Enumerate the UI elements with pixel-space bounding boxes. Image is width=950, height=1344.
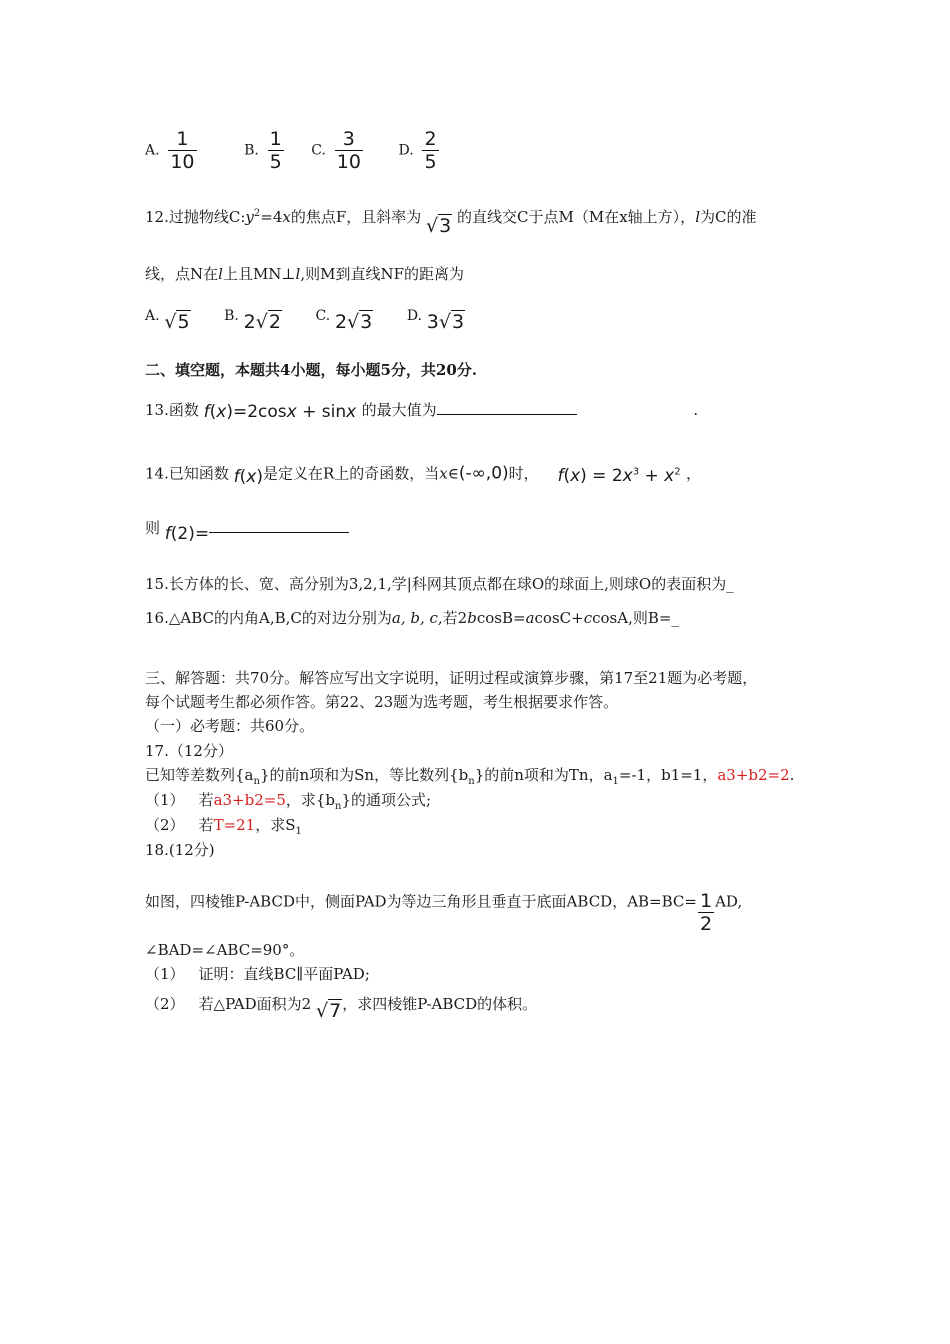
q14-line2: 则 f(2)= [145,518,349,538]
q12-option-a-value: √5 [164,311,190,333]
q18-part1: （1） 证明：直线BC∥平面PAD; [145,965,370,983]
q17-stem: 已知等差数列$\{a_n\}$的前n项和为Sn，等比数列$\{b_n\}$的前n项和为Tn，$a_1=-1$，b1=1，a3+b2=2. [145,766,795,787]
q11-option-a-label: A. [145,142,160,159]
q12-slope-sqrt: √3 [426,215,452,237]
q12-option-b-value: 2√2 [243,311,281,333]
q17-part1: （1） 若a3+b2=5，求$\{b_n\}$的通项公式; [145,791,432,812]
section3-line3: （一）必考题：共60分。 [145,717,315,735]
q13-function-expression: f(x)=2cosx + sinx [203,402,357,422]
q11-option-c-label: C. [311,142,326,159]
q14-answer-blank [209,518,349,533]
q17-part2: （2） 若T=21，求$S_1$ [145,816,302,837]
q15: 15.长方体的长、宽、高分别为3,2,1,学|科网其顶点都在球O的球面上,则球O的表面积为_ [145,575,734,593]
q14-line1: 14.已知函数 f(x)是定义在R上的奇函数，当x∈(-∞,0)时， $f(x) = 2x^3 + x^2$ ， [145,463,702,487]
q16: 16.△ABC的内角A,B,C的对边分别为a, b, c,若2bcosB=acosC+ccosA,则B=_ [145,609,679,627]
q11-option-c-fraction: $\frac{3}{10}$ [336,128,361,173]
q11-option-d-fraction: $\frac{2}{5}$ [424,128,437,173]
q11-options [145,128,443,173]
section2-heading: 二、填空题，本题共4小题，每小题5分，共20分. [145,361,477,379]
q18-half-fraction: $\frac{1}{2}$ [699,890,713,935]
q18-area-sqrt: √7 [315,1000,342,1022]
q11-option-b-fraction: $\frac{1}{5}$ [269,128,282,173]
q12-stem-line1: 12.过抛物线$C:y^2=4x$的焦点F，且斜率为 √3 的直线交C于点M（M在x轴上方），l为C的准 [145,208,757,237]
q18-stem-line2: ∠BAD=∠ABC=90°。 [145,941,305,959]
q12-option-d-value: 3√3 [426,311,465,333]
q14-function-definition: $f(x) = 2x^3 + x^2$ [557,465,681,486]
q11-option-d-label: D. [398,142,414,159]
q12-option-c-value: 2√3 [334,311,373,333]
q11-option-b-label: B. [244,142,259,159]
q17-heading: 17.（12分） [145,742,233,760]
section3-line1: 三、解答题：共70分。解答应写出文字说明，证明过程或演算步骤，第17至21题为必考题， [145,669,758,687]
q18-stem-line1: 如图，四棱锥P-ABCD中，侧面PAD为等边三角形且垂直于底面ABCD，AB=BC= $\frac{1}{2}$ AD, [145,890,743,935]
q18-part2: （2） 若△PAD面积为2 √7，求四棱锥P-ABCD的体积。 [145,995,538,1022]
q12-options: A. √5 B. 2√2 C. 2√3 D. 3√3 [145,308,465,333]
q11-option-a-fraction: $\frac{1}{10}$ [170,128,195,173]
q12-stem-line2: 线，点N在l上且MN⊥l,则M到直线NF的距离为 [145,265,465,283]
q13: 13.函数 f(x)=2cosx + sinx 的最大值为 . [145,401,699,422]
q18-heading: 18.(12分) [145,841,215,859]
section3-line2: 每个试题考生都必须作答。第22、23题为选考题，考生根据要求作答。 [145,693,619,711]
q13-answer-blank [437,400,577,415]
